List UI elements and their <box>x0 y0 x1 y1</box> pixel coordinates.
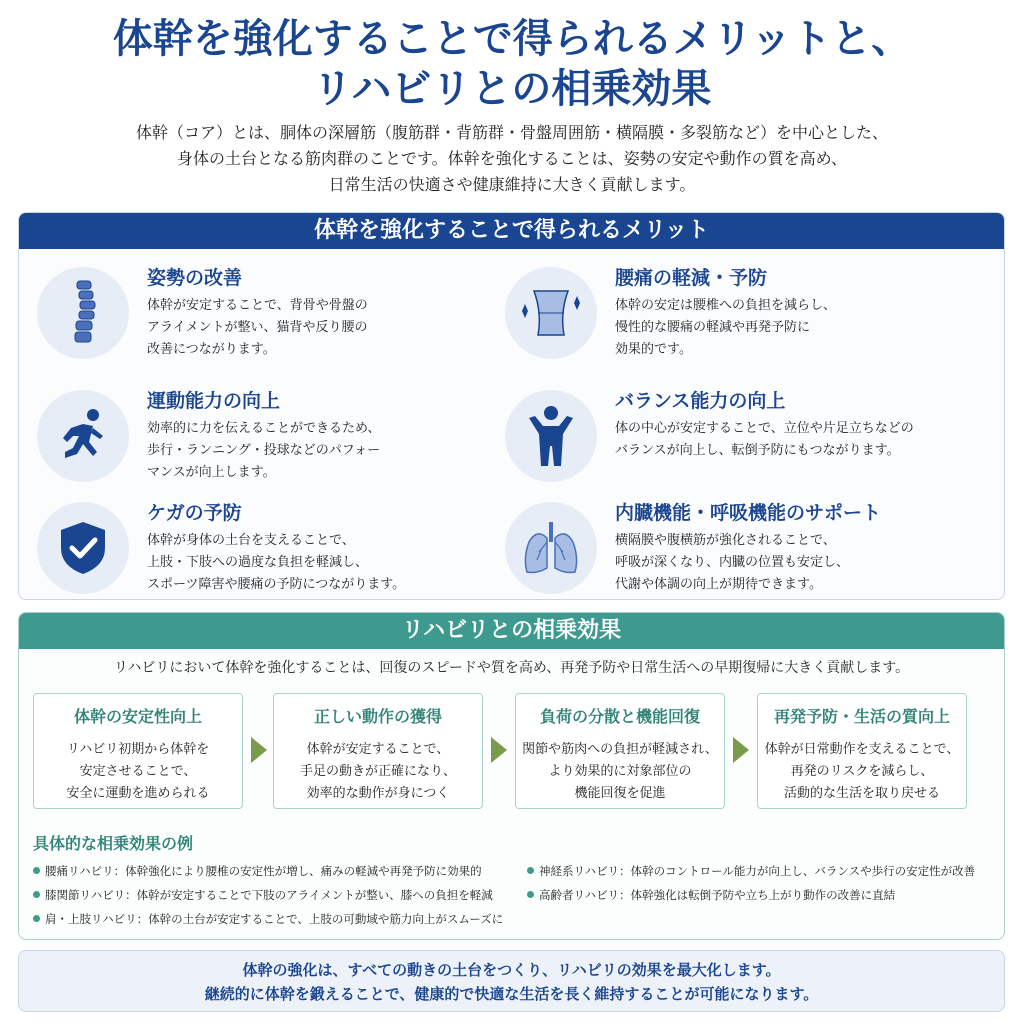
arrow-right-icon <box>251 737 267 763</box>
step-text <box>274 739 482 805</box>
step-text <box>516 739 724 805</box>
step-title: 再発予防・生活の質向上 <box>773 707 950 726</box>
benefit-title: 姿勢の改善 <box>147 267 243 289</box>
example-text: 腰痛リハビリ：体幹強化により腰椎の安定性が増し、痛みの軽減や再発予防に効果的 <box>45 864 482 878</box>
step-line: 効率的な動作が身につく <box>306 786 450 801</box>
step-title: 負荷の分散と機能回復 <box>539 707 700 726</box>
bullet-dot-icon <box>527 867 534 874</box>
intro-line: 体幹（コア）とは、胴体の深層筋（腹筋群・背筋群・骨盤周囲筋・横隔膜・多裂筋など）を中心とした、 <box>135 123 888 142</box>
footer-line: 継続的に体幹を鍛えることで、健康的で快適な生活を長く維持することが可能になります。 <box>204 985 819 1003</box>
benefit-line: 代謝や体調の向上が期待できます。 <box>615 577 822 592</box>
benefit-line: 改善につながります。 <box>147 342 276 357</box>
spine-icon <box>37 267 129 359</box>
arrow-right-icon <box>491 737 507 763</box>
page-title <box>0 14 1024 114</box>
benefit-title: 腰痛の軽減・予防 <box>615 267 768 289</box>
benefit-title: ケガの予防 <box>147 502 242 524</box>
benefit-line: 体幹が安定することで、背骨や骨盤の <box>147 298 368 313</box>
step-line: 手足の動きが正確になり、 <box>299 764 456 779</box>
benefit-text <box>615 295 836 361</box>
benefit-line: 効率的に力を伝えることができるため、 <box>147 421 381 436</box>
examples-title: 具体的な相乗効果の例 <box>33 834 194 853</box>
benefit-text <box>147 418 380 484</box>
benefit-title: 運動能力の向上 <box>147 390 281 412</box>
example-text: 膝関節リハビリ：体幹が安定することで下肢のアライメントが整い、膝への負担を軽減 <box>45 888 493 902</box>
benefit-line: 呼吸が深くなり、内臓の位置も安定し、 <box>615 555 850 570</box>
benefit-line: 体の中心が安定することで、立位や片足立ちなどの <box>615 421 914 436</box>
step-line: より効果的に対象部位の <box>548 764 692 779</box>
example-item <box>33 887 493 903</box>
synergy-step <box>757 693 967 809</box>
step-line: 安定させることで、 <box>79 764 197 779</box>
benefit-title: バランス能力の向上 <box>615 390 786 412</box>
benefit-line: 横隔膜や腹横筋が強化されることで、 <box>615 533 836 548</box>
benefit-text <box>615 418 914 462</box>
synergy-step <box>515 693 725 809</box>
footer-line: 体幹の強化は、すべての動きの土台をつくり、リハビリの効果を最大化します。 <box>242 961 781 979</box>
benefit-line: 歩行・ランニング・投球などのパフォー <box>147 443 381 458</box>
arrow-right-icon <box>733 737 749 763</box>
benefit-line: バランスが向上し、転倒予防にもつながります。 <box>615 443 900 458</box>
example-item <box>33 911 503 927</box>
benefit-line: 体幹の安定は腰椎への負担を減らし、 <box>615 298 837 313</box>
benefit-text <box>147 530 405 596</box>
benefit-line: スポーツ障害や腰痛の予防につながります。 <box>147 577 406 592</box>
shield-check-icon <box>37 502 129 594</box>
benefit-line: 上肢・下肢への過度な負担を軽減し、 <box>147 555 369 570</box>
benefit-item <box>19 376 489 480</box>
step-line: 機能回復を促進 <box>574 786 666 801</box>
step-title: 体幹の安定性向上 <box>73 707 202 726</box>
waist-icon <box>505 267 597 359</box>
benefit-line: 慢性的な腰痛の軽減や再発予防に <box>615 320 811 335</box>
benefit-line: アライメントが整い、猫背や反り腰の <box>147 320 368 335</box>
intro-line: 身体の土台となる筋肉群のことです。体幹を強化することは、姿勢の安定や動作の質を高め、 <box>176 149 848 168</box>
benefit-line: 体幹が身体の土台を支えることで、 <box>147 533 355 548</box>
step-text <box>34 739 242 805</box>
step-line: 体幹が日常動作を支えることで、 <box>764 742 960 757</box>
example-text: 肩・上肢リハビリ：体幹の土台が安定することで、上肢の可動域や筋力向上がスムーズに <box>45 912 504 926</box>
step-text <box>758 739 966 805</box>
benefits-section <box>18 212 1005 600</box>
bullet-dot-icon <box>33 891 40 898</box>
step-title: 正しい動作の獲得 <box>313 707 442 726</box>
bullet-dot-icon <box>33 915 40 922</box>
intro-line: 日常生活の快適さや健康維持に大きく貢献します。 <box>328 175 696 194</box>
example-text: 神経系リハビリ：体幹のコントロール能力が向上し、バランスや歩行の安定性が改善 <box>539 864 976 878</box>
synergy-step <box>273 693 483 809</box>
bullet-dot-icon <box>527 891 534 898</box>
page-title-line-2: リハビリとの相乗効果 <box>312 66 712 112</box>
bullet-dot-icon <box>33 867 40 874</box>
synergy-header: リハビリとの相乗効果 <box>19 613 1004 649</box>
page-title-line-1: 体幹を強化することで得られるメリットと、 <box>112 16 912 62</box>
step-line: リハビリ初期から体幹を <box>66 742 210 757</box>
step-line: 体幹が安定することで、 <box>306 742 450 757</box>
benefit-item <box>19 253 489 357</box>
example-item <box>527 887 895 903</box>
intro-text <box>0 120 1024 198</box>
benefit-text <box>147 295 368 361</box>
benefit-item <box>487 376 957 476</box>
benefit-item <box>19 488 489 592</box>
example-text: 高齢者リハビリ：体幹強化は転倒予防や立ち上がり動作の改善に直結 <box>539 888 896 902</box>
synergy-section <box>18 612 1005 940</box>
benefit-text <box>615 530 849 596</box>
benefit-line: 効果的です。 <box>615 342 692 357</box>
footer-summary <box>18 950 1005 1012</box>
running-person-icon <box>37 390 129 482</box>
benefits-header: 体幹を強化することで得られるメリット <box>19 213 1004 249</box>
step-line: 再発のリスクを減らし、 <box>790 764 934 779</box>
benefit-line: マンスが向上します。 <box>147 465 276 480</box>
example-item <box>527 863 975 879</box>
lungs-icon <box>505 502 597 594</box>
example-item <box>33 863 482 879</box>
benefit-title: 内臓機能・呼吸機能のサポート <box>615 502 882 524</box>
step-line: 活動的な生活を取り戻せる <box>783 786 940 801</box>
synergy-step <box>33 693 243 809</box>
step-line: 安全に運動を進められる <box>66 786 210 801</box>
step-line: 関節や筋肉への負担が軽減され、 <box>522 742 718 757</box>
synergy-intro: リハビリにおいて体幹を強化することは、回復のスピードや質を高め、再発予防や日常生活への早期復帰に大きく貢献します。 <box>113 660 910 676</box>
benefit-item <box>487 253 957 357</box>
benefit-item <box>487 488 957 592</box>
balance-person-icon <box>505 390 597 482</box>
